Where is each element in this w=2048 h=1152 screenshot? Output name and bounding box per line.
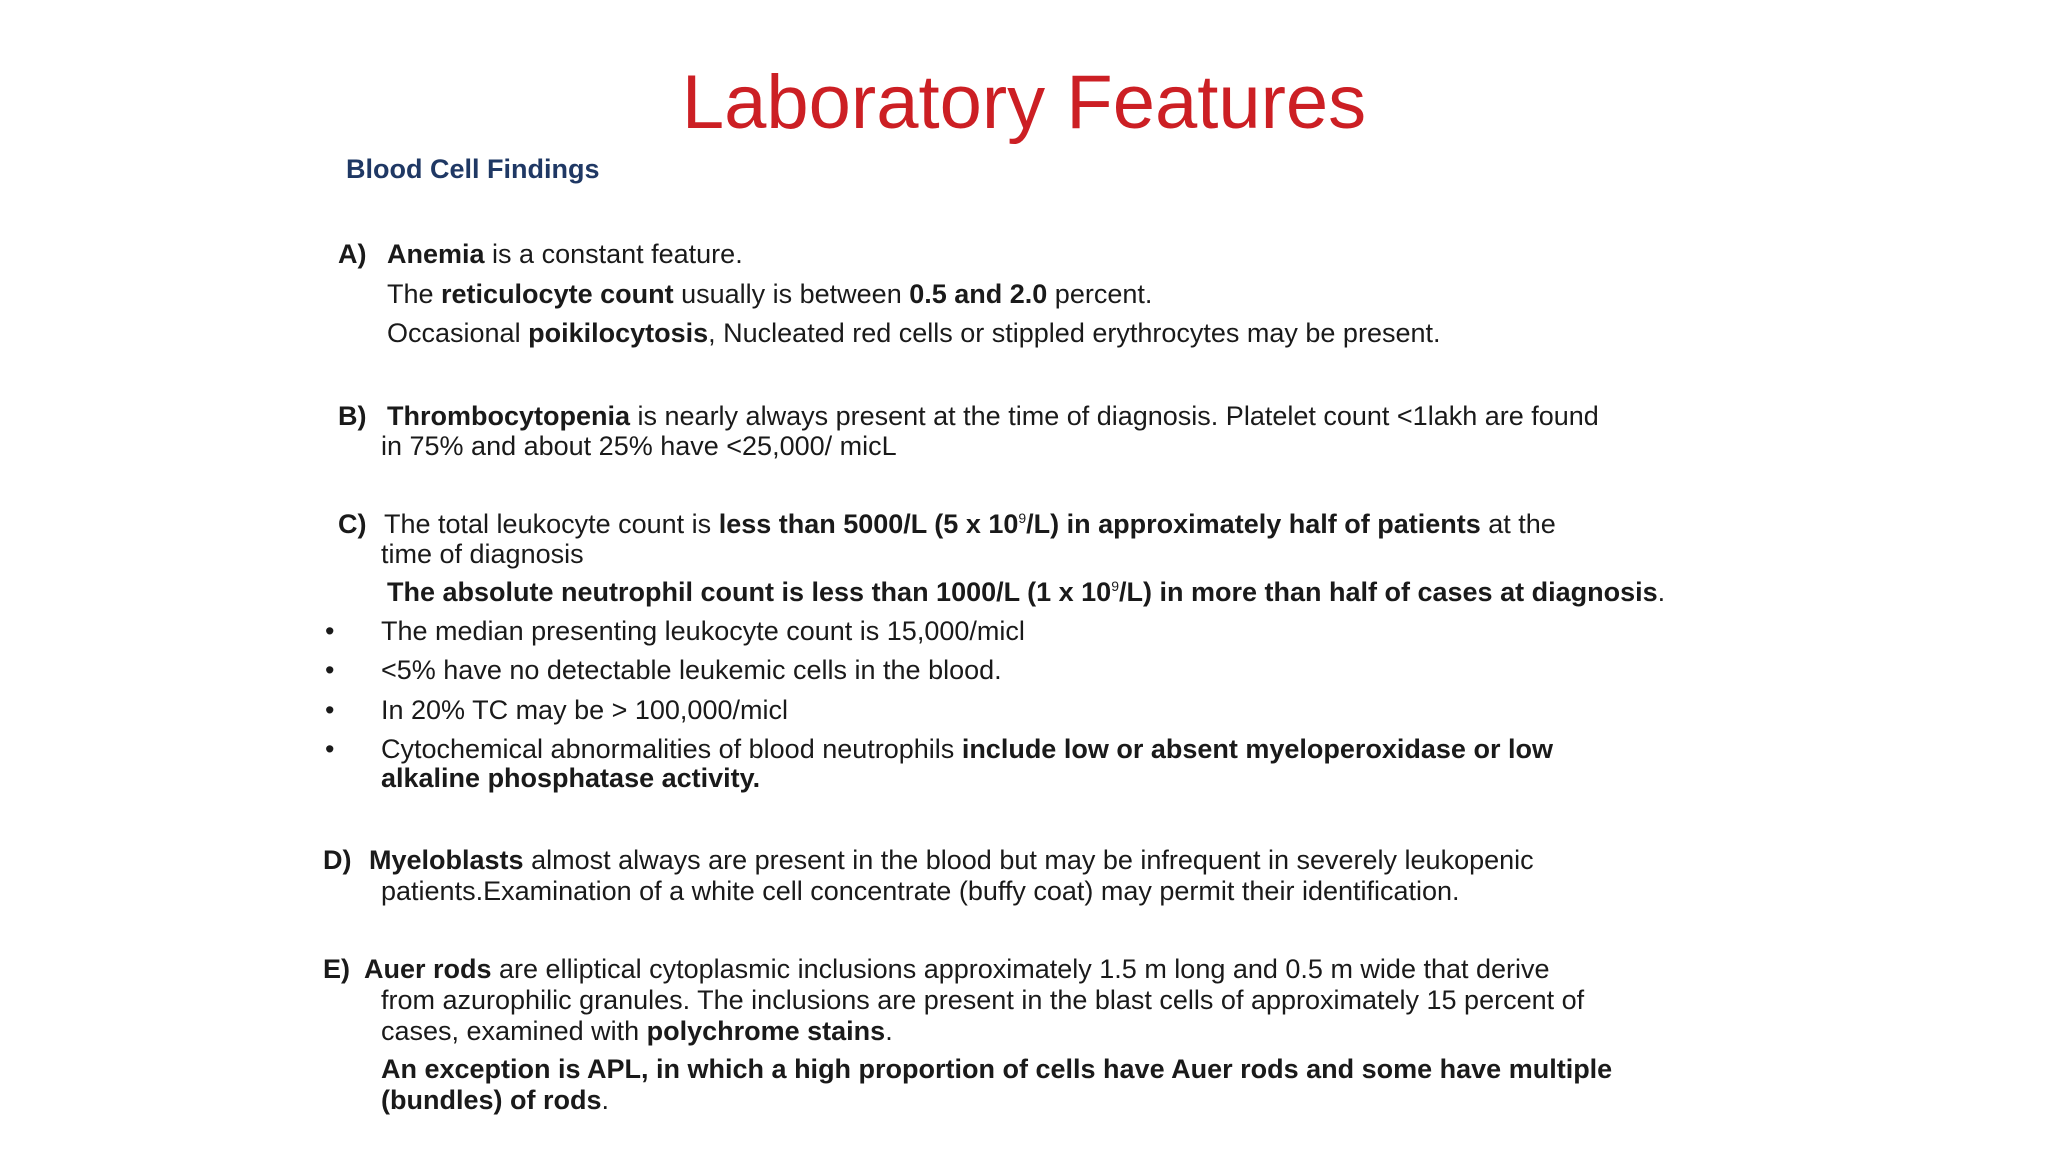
bullet-item-4: Cytochemical abnormalities of blood neutrophils include low or absent myeloperoxidase or low [381, 734, 1553, 764]
section-a-line-1: Anemia is a constant feature. [387, 239, 743, 269]
bullet-marker: • [325, 616, 335, 646]
bullet-item-3: In 20% TC may be > 100,000/micl [381, 695, 788, 725]
slide-title: Laboratory Features [681, 60, 1367, 145]
bullet-marker: • [325, 695, 335, 725]
section-b-line-1: Thrombocytopenia is nearly always present at the time of diagnosis. Platelet count <1lakh are found [387, 401, 1599, 431]
section-c-line-1: The total leukocyte count is less than 5000/L (5 x $10^9/L$) in approximately half of patients at the [384, 509, 1556, 539]
section-a-line-2: The reticulocyte count usually is between 0.5 and 2.0 percent. [387, 279, 1153, 309]
section-a-line-3: Occasional poikilocytosis, Nucleated red cells or stippled erythrocytes may be present. [387, 318, 1441, 348]
section-d-line-2: patients.Examination of a white cell concentrate (buffy coat) may permit their identification. [381, 876, 1460, 906]
section-c-line-2: time of diagnosis [381, 539, 584, 569]
section-a-marker: A) [338, 239, 367, 269]
section-e-line-1: Auer rods are elliptical cytoplasmic inclusions approximately 1.5 m long and 0.5 m wide that derive [364, 954, 1550, 984]
section-e-line-4: An exception is APL, in which a high proportion of cells have Auer rods and some have multiple [381, 1054, 1613, 1084]
section-e-line-2: from azurophilic granules. The inclusions are present in the blast cells of approximately 15 percent of [381, 985, 1585, 1015]
section-c-line-3: The absolute neutrophil count is less than 1000/L (1 x $10^9/L$) in more than half of cases at diagnosis. [387, 577, 1666, 607]
section-e-line-5: (bundles) of rods. [381, 1085, 609, 1115]
section-c-marker: C) [338, 509, 367, 539]
section-d-marker: D) [323, 845, 352, 875]
section-e-line-3: cases, examined with polychrome stains. [381, 1016, 893, 1046]
bullet-item-4-cont: alkaline phosphatase activity. [381, 763, 761, 793]
section-b-marker: B) [338, 401, 367, 431]
bullet-marker: • [325, 734, 335, 764]
section-e-marker: E) [323, 954, 350, 984]
section-b-line-2: in 75% and about 25% have <25,000/ micL [381, 431, 897, 461]
bullet-item-1: The median presenting leukocyte count is 15,000/micl [381, 616, 1025, 646]
bullet-marker: • [325, 655, 335, 685]
section-d-line-1: Myeloblasts almost always are present in the blood but may be infrequent in severely leukopenic [369, 845, 1534, 875]
section-subtitle: Blood Cell Findings [346, 154, 600, 184]
bullet-item-2: <5% have no detectable leukemic cells in the blood. [381, 655, 1002, 685]
